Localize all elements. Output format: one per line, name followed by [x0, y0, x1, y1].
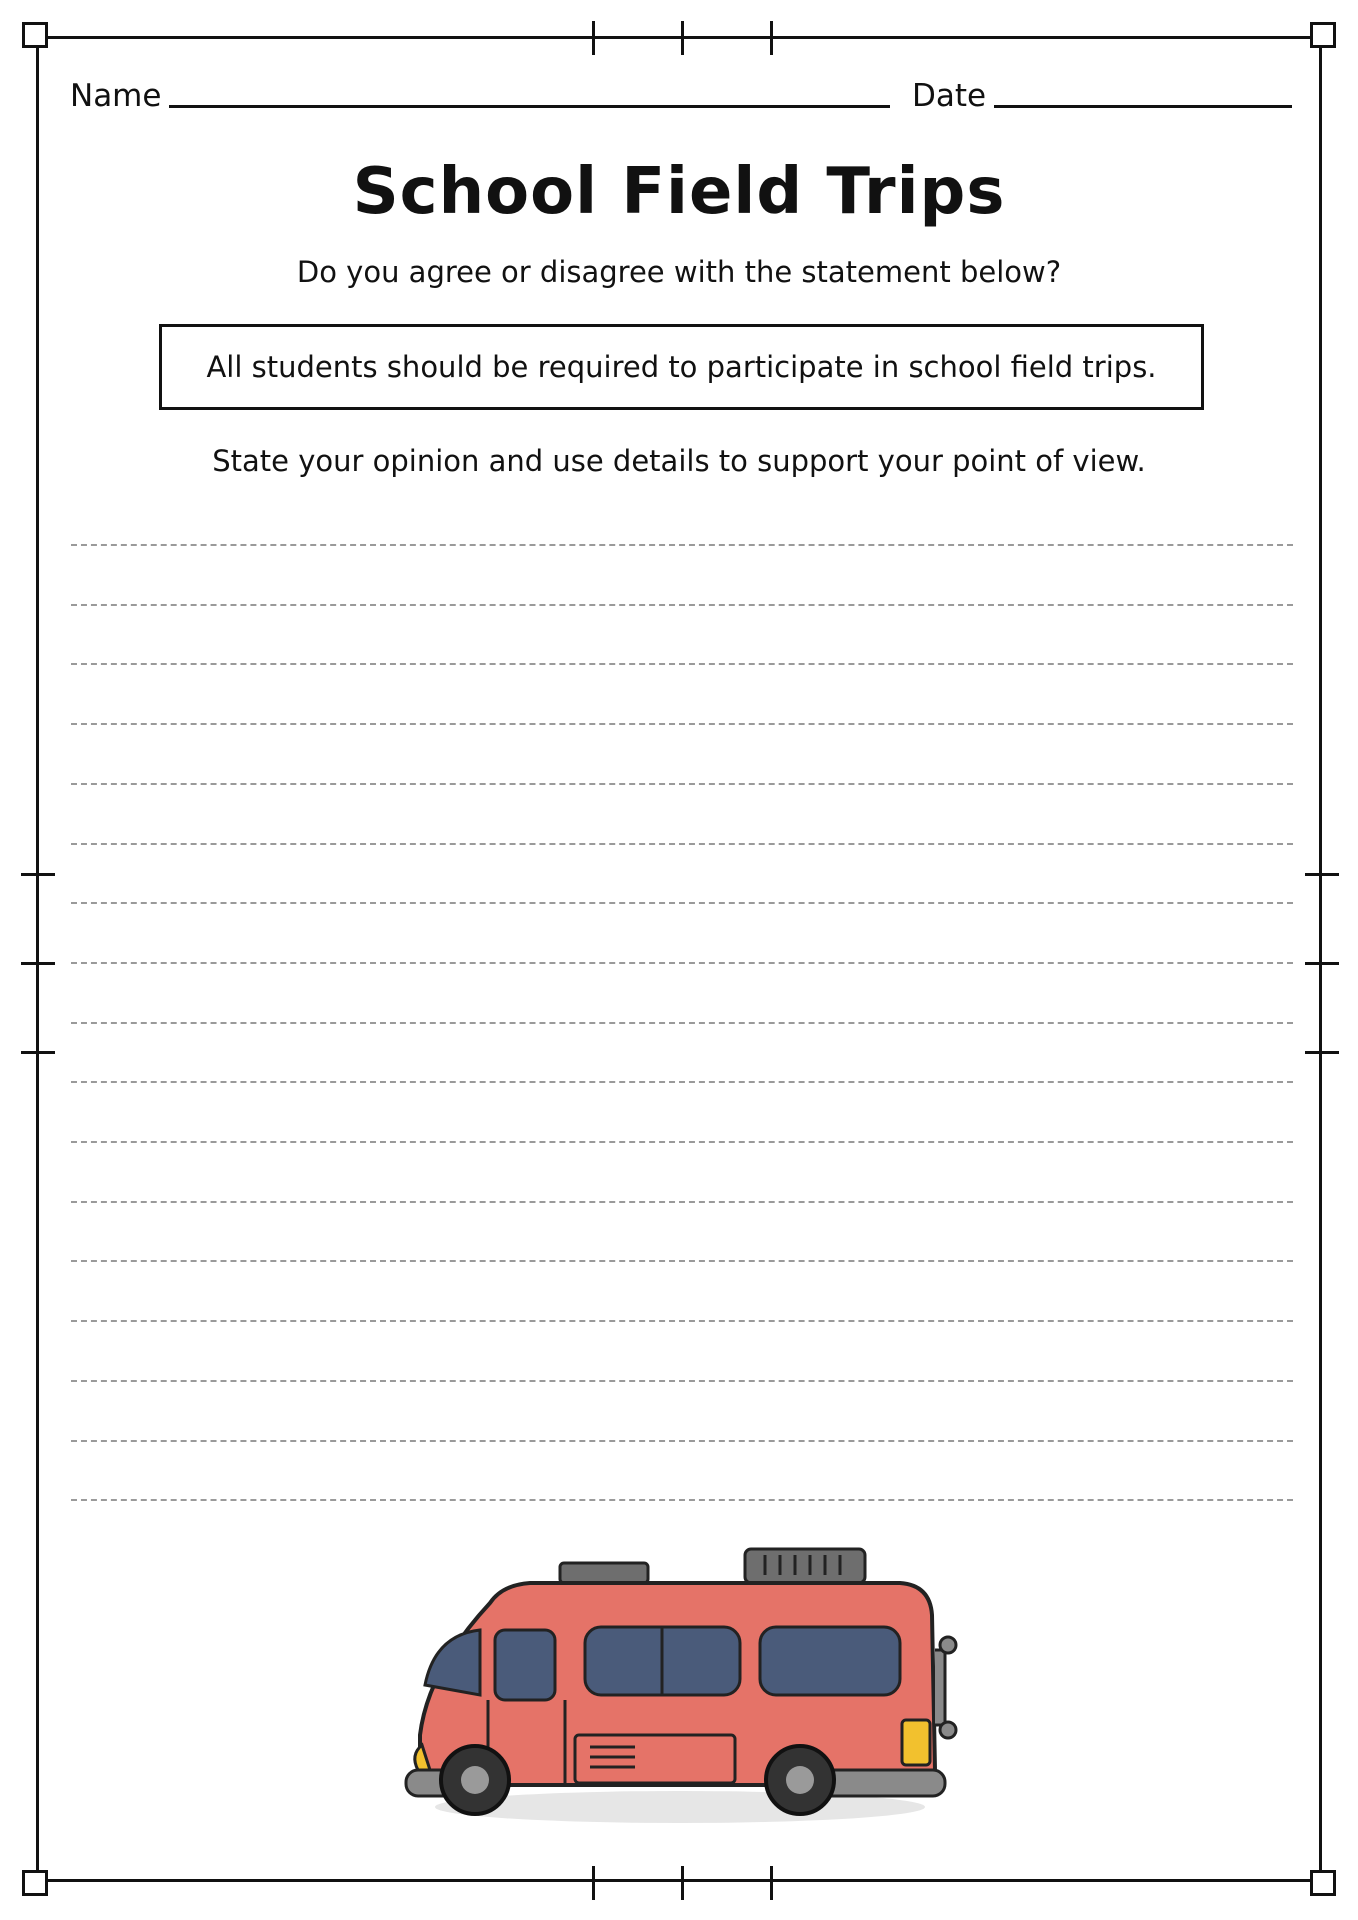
writing-line[interactable] — [71, 544, 1293, 546]
border-tick — [1305, 962, 1339, 965]
corner-square-bottom-left — [22, 1870, 48, 1896]
border-tick — [592, 1866, 595, 1900]
writing-line[interactable] — [71, 663, 1293, 665]
writing-line[interactable] — [71, 1260, 1293, 1262]
name-label: Name — [70, 78, 162, 114]
page-title: School Field Trips — [352, 155, 1006, 229]
writing-line[interactable] — [71, 1022, 1293, 1024]
writing-line[interactable] — [71, 1380, 1293, 1382]
header-row — [70, 78, 1292, 114]
writing-line[interactable] — [71, 783, 1293, 785]
question-text: Do you agree or disagree with the statement below? — [296, 255, 1062, 289]
writing-line[interactable] — [71, 843, 1293, 845]
writing-line[interactable] — [71, 1320, 1293, 1322]
date-label: Date — [911, 78, 987, 114]
writing-line[interactable] — [71, 1440, 1293, 1442]
border-tick — [592, 21, 595, 55]
border-tick — [770, 1866, 773, 1900]
border-tick — [1305, 873, 1339, 876]
border-tick — [21, 962, 55, 965]
border-tick — [770, 21, 773, 55]
writing-line[interactable] — [71, 902, 1293, 904]
writing-line[interactable] — [71, 1081, 1293, 1083]
corner-square-top-left — [22, 22, 48, 48]
writing-line[interactable] — [71, 604, 1293, 606]
border-tick — [681, 1866, 684, 1900]
writing-line[interactable] — [71, 1499, 1293, 1501]
writing-line[interactable] — [71, 962, 1293, 964]
writing-line[interactable] — [71, 723, 1293, 725]
statement-box — [159, 324, 1204, 410]
corner-square-top-right — [1310, 22, 1336, 48]
date-field[interactable] — [994, 105, 1292, 108]
border-tick — [1305, 1051, 1339, 1054]
writing-line[interactable] — [71, 1141, 1293, 1143]
writing-line[interactable] — [71, 1201, 1293, 1203]
corner-square-bottom-right — [1310, 1870, 1336, 1896]
instruction-text: State your opinion and use details to support your point of view. — [212, 444, 1146, 478]
school-bus-icon — [400, 1535, 960, 1835]
border-tick — [21, 873, 55, 876]
border-tick — [681, 21, 684, 55]
border-tick — [21, 1051, 55, 1054]
statement-text: All students should be required to participate in school field trips. — [206, 350, 1157, 384]
name-field[interactable] — [169, 105, 889, 108]
